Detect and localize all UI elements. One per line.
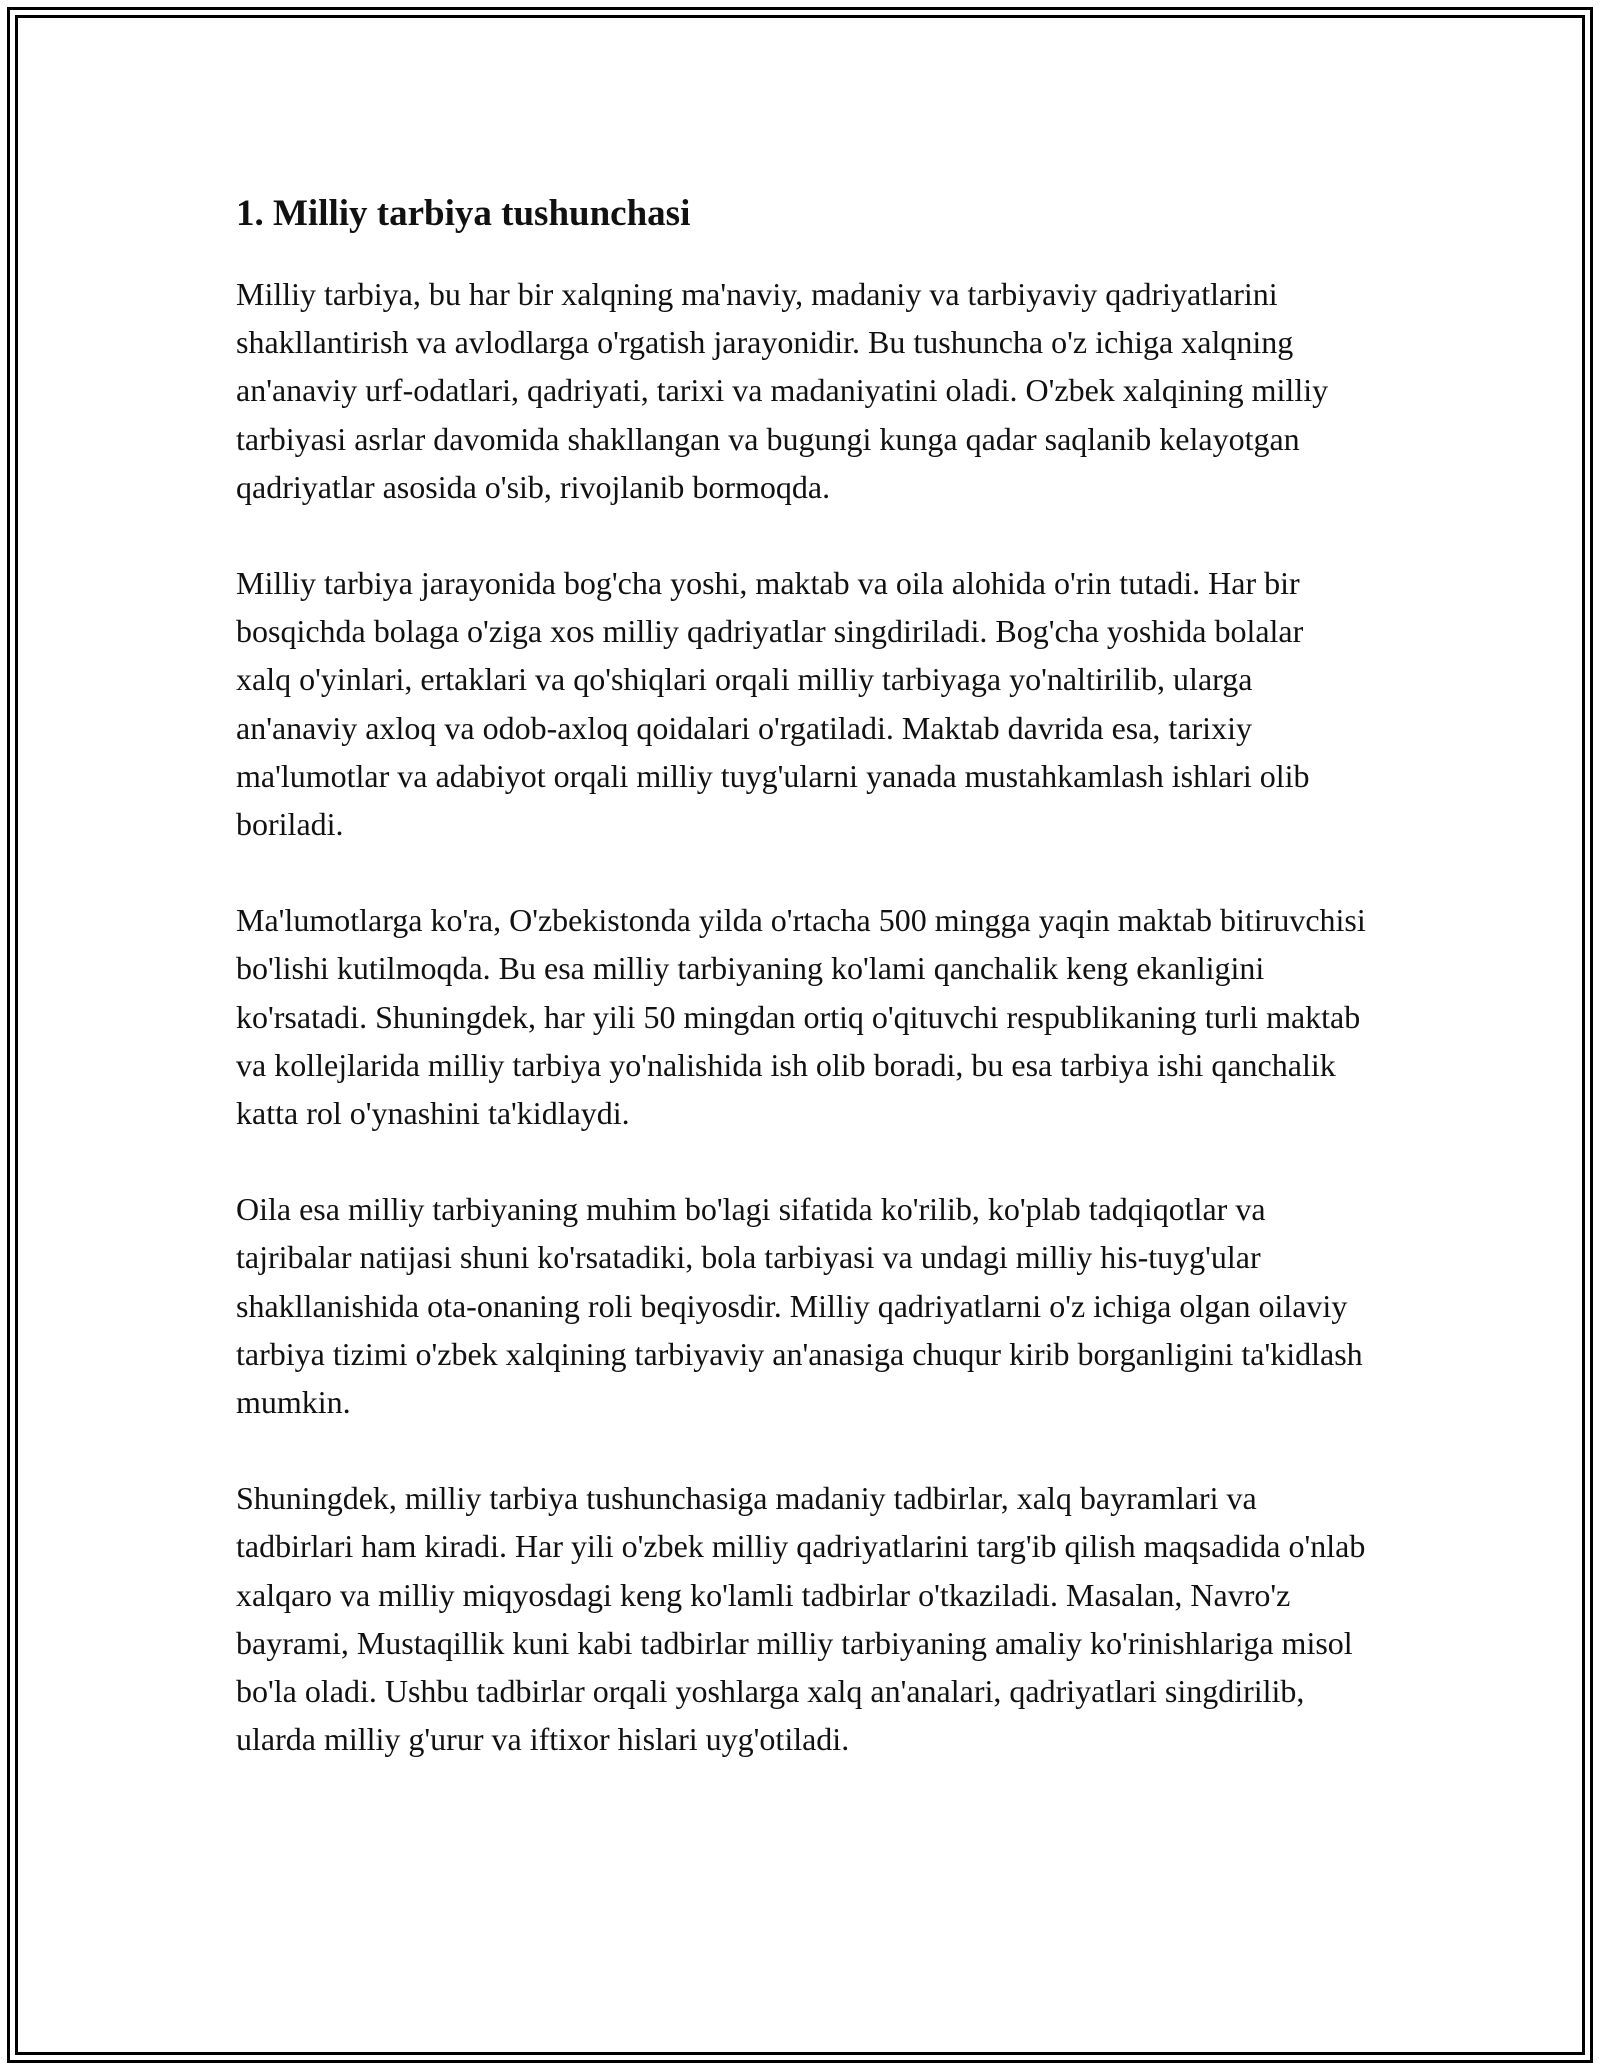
paragraph-3: Ma'lumotlarga ko'ra, O'zbekistonda yilda o'rtacha 500 mingga yaqin maktab bitiruvchisi bo'lishi kutilmoqda. Bu esa milliy tarbiyaning ko'lami qanchalik keng ekanligini ko'rsatadi. Shuningdek, har yili 50 mingdan ortiq o'qituvchi respublikaning turli maktab va kollejlarida milliy tarbiya yo'nalishida ish olib boradi, bu esa tarbiya ishi qanchalik katta rol o'ynashini ta'kidlaydi.: [236, 902, 1366, 1132]
paragraph-5: Shuningdek, milliy tarbiya tushunchasiga madaniy tadbirlar, xalq bayramlari va tadbirlari ham kiradi. Har yili o'zbek milliy qadriyatlarini targ'ib qilish maqsadida o'nlab xalqaro va milliy miqyosdagi keng ko'lamli tadbirlar o'tkaziladi. Masalan, Navro'z bayrami, Mustaqillik kuni kabi tadbirlar milliy tarbiyaning amaliy ko'rinishlariga misol bo'la oladi. Ushbu tadbirlar orqali yoshlarga xalq an'analari, qadriyatlari singdirilib, ularda milliy g'urur va iftixor hislari uyg'otiladi.: [236, 1480, 1366, 1758]
section-title: 1. Milliy tarbiya tushunchasi: [236, 193, 691, 234]
paragraph-4: Oila esa milliy tarbiyaning muhim bo'lagi sifatida ko'rilib, ko'plab tadqiqotlar va tajribalar natijasi shuni ko'rsatadiki, bola tarbiyasi va undagi milliy his-tuyg'ular shakllanishida ota-onaning roli beqiyosdir. Milliy qadriyatlarni o'z ichiga olgan oilaviy tarbiya tizimi o'zbek xalqining tarbiyaviy an'anasiga chuqur kirib borganligini ta'kidlash mumkin.: [236, 1191, 1363, 1421]
paragraph-1: Milliy tarbiya, bu har bir xalqning ma'naviy, madaniy va tarbiyaviy qadriyatlarini shakllantirish va avlodlarga o'rgatish jarayonidir. Bu tushuncha o'z ichiga xalqning an'anaviy urf-odatlari, qadriyati, tarixi va madaniyatini oladi. O'zbek xalqining milliy tarbiyasi asrlar davomida shakllangan va bugungi kunga qadar saqlanib kelayotgan qadriyatlar asosida o'sib, rivojlanib bormoqda.: [236, 276, 1329, 505]
document-body: [236, 180, 1366, 1811]
paragraph-2: Milliy tarbiya jarayonida bog'cha yoshi, maktab va oila alohida o'rin tutadi. Har bir bosqichda bolaga o'ziga xos milliy qadriyatlar singdiriladi. Bog'cha yoshida bolalar xalq o'yinlari, ertaklari va qo'shiqlari orqali milliy tarbiyaga yo'naltirilib, ularga an'anaviy axloq va odob-axloq qoidalari o'rgatiladi. Maktab davrida esa, tarixiy ma'lumotlar va adabiyot orqali milliy tuyg'ularni yanada mustahkamlash ishlari olib boriladi.: [236, 565, 1310, 843]
